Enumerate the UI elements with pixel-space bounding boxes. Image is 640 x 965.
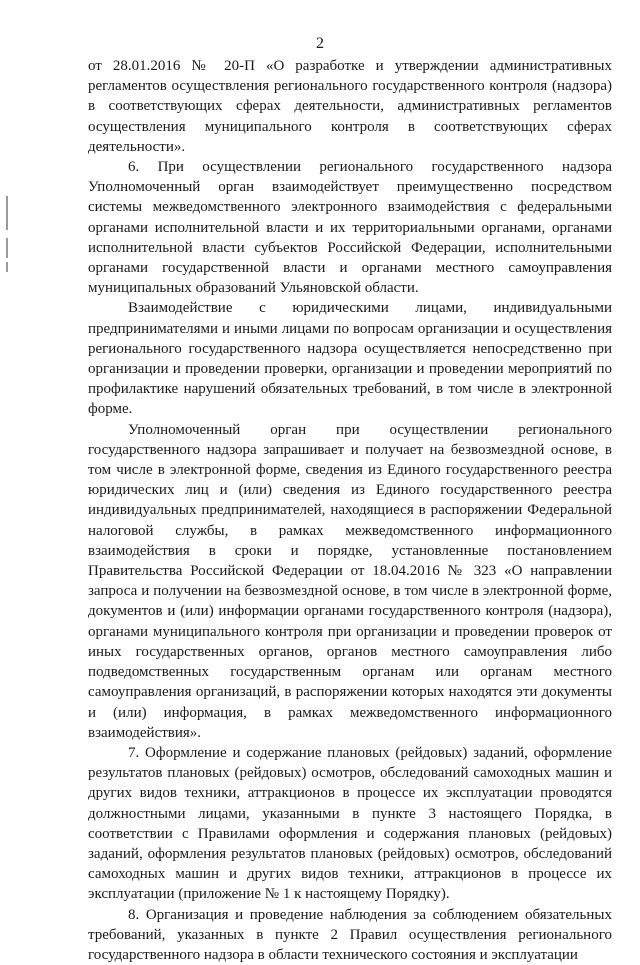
binding-margin-mark xyxy=(6,196,8,230)
binding-margin-mark xyxy=(6,238,8,258)
paragraph-item-7: 7. Оформление и содержание плановых (рейдовых) заданий, оформление результатов плановых (рейдовых) осмотров, обследований самоходных машин и других видов техники, аттракционов в процессе их эксплуатации проводятся должностными лицами, указанными в пункте 3 настоящего Порядка, в соответствии с Правилами оформления и содержания плановых (рейдовых) заданий, оформления результатов плановых (рейдовых) осмотров, обследований самоходных машин и других видов техники, аттракционов в процессе их эксплуатации (приложение № 1 к настоящему Порядку). xyxy=(88,744,612,903)
paragraph-continuation: от 28.01.2016 № 20-П «О разработке и утверждении административных регламентов осуществления регионального государственного контроля (надзора) в соответствующих сферах деятельности, административных регламентов осуществления муниципального контроля в соответствующих сферах деятельности». xyxy=(88,58,612,155)
paragraph-item-8: 8. Организация и проведение наблюдения за соблюдением обязательных требований, указанных в пункте 2 Правил осуществления регионального государственного надзора в области технического состояния и эксплуатации xyxy=(88,906,612,963)
paragraph-authorized-body: Уполномоченный орган при осуществлении регионального государственного надзора запрашивает и получает на безвозмездной основе, в том числе в электронной форме, сведения из Единого государственного реестра юридических лиц и (или) сведения из Единого государственного реестра индивидуальных предпринимателей, находящиеся в распоряжении Федеральной налоговой службы, в рамках межведомственного информационного взаимодействия в сроки и порядке, установленные постановлением Правительства Российской Федерации от 18.04.2016 № 323 «О направлении запроса и получении на безвозмездной основе, в том числе в электронной форме, документов и (или) информации органами государственного контроля (надзора), органами муниципального контроля при организации и проведении проверок от иных государственных органов, органов местного самоуправления либо подведомственных государственным органам или органам местного самоуправления организаций, в распоряжении которых находятся эти документы и (или) информация, в рамках межведомственного информационного взаимодействия». xyxy=(88,421,612,741)
document-body xyxy=(88,56,612,965)
paragraph-item-6: 6. При осуществлении регионального государственного надзора Уполномоченный орган взаимодействует преимущественно посредством системы межведомственного электронного взаимодействия с федеральными органами исполнительной власти и их территориальными органами, органами исполнительной власти субъектов Российской Федерации, исполнительными органами государственной власти и органами местного самоуправления муниципальных образований Ульяновской области. xyxy=(88,159,612,297)
binding-margin-mark xyxy=(6,262,8,272)
page-number: 2 xyxy=(316,35,324,52)
paragraph-interaction: Взаимодействие с юридическими лицами, индивидуальными предпринимателями и иными лицами по вопросам организации и осуществления регионального государственного надзора осуществляется непосредственно при организации и проведении проверки, организации и проведении мероприятий по профилактике нарушений обязательных требований, в том числе в электронной форме. xyxy=(88,300,612,418)
